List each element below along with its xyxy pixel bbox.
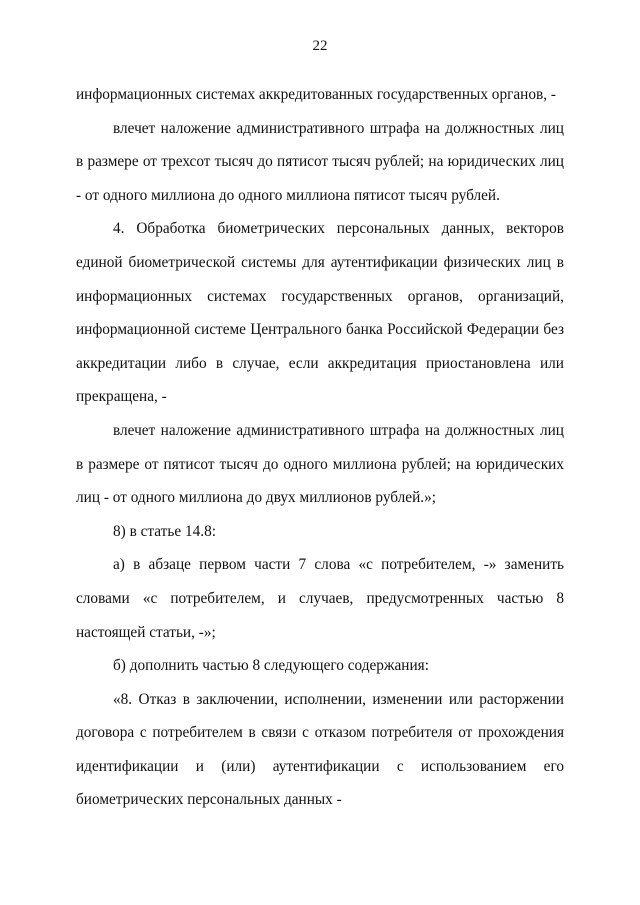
paragraph-part-8: «8. Отказ в заключении, исполнении, изменении или расторжении договора с потребителем в связи с отказом потребителя от прохождения идентификации и (или) аутентификации с использованием его биометрических персональных данных - <box>76 690 564 809</box>
page-number: 22 <box>312 38 328 54</box>
paragraph-penalty-2: влечет наложение административного штрафа на должностных лиц в размере от пятисот тысяч до одного миллиона рублей; на юридических лиц - от одного миллиона до двух миллионов рублей.»; <box>76 421 564 507</box>
paragraph-subitem-b: б) дополнить частью 8 следующего содержания: <box>113 657 429 675</box>
paragraph-penalty-1: влечет наложение административного штрафа на должностных лиц в размере от трехсот тысяч до пятисот тысяч рублей; на юридических лиц - от одного миллиона до одного миллиона пятисот тысяч рублей. <box>76 119 564 204</box>
paragraph-continuation: информационных системах аккредитованных государственных органов, - <box>76 86 556 103</box>
paragraph-subitem-a: а) в абзаце первом части 7 слова «с потребителем, -» заменить словами «с потребителем, и случаев, предусмотренных частью 8 настоящей статьи, -»; <box>76 556 564 641</box>
paragraph-item-4: 4. Обработка биометрических персональных данных, векторов единой биометрической системы для аутентификации физических лиц в информационных системах государственных органов, организаций, информационной системе Центрального банка Российской Федерации без аккредитации либо в случае, если аккредитация приостановлена или прекращена, - <box>76 220 564 406</box>
paragraph-item-8: 8) в статье 14.8: <box>113 522 216 540</box>
document-body <box>76 78 564 817</box>
